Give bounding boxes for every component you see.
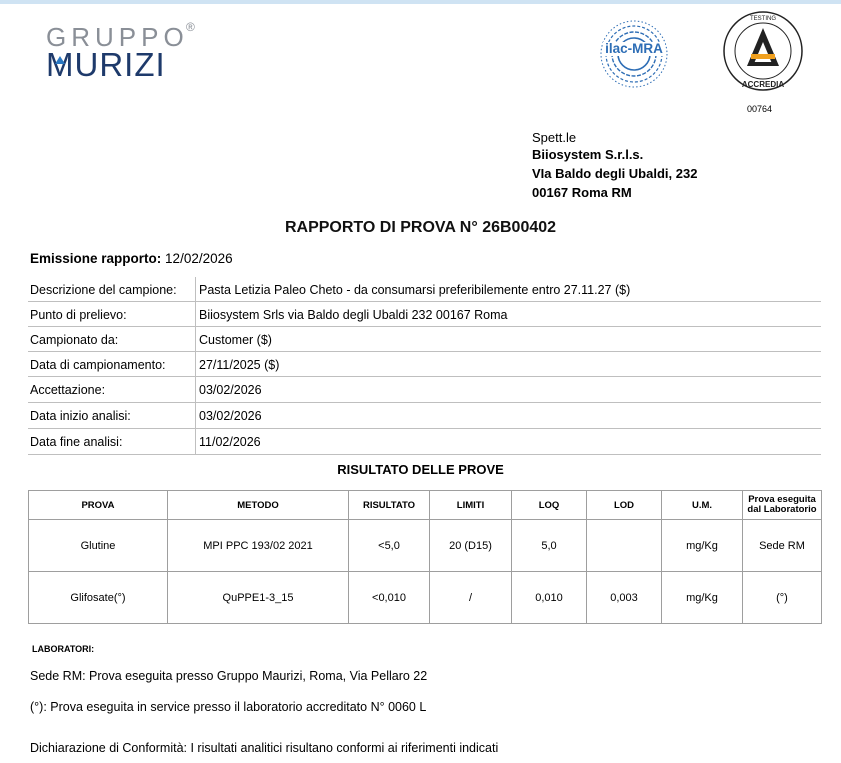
col-header-metodo: METODO (168, 491, 349, 520)
col-header-risultato: RISULTATO (349, 491, 430, 520)
col-header-limiti: LIMITI (430, 491, 512, 520)
col-header-um: U.M. (662, 491, 743, 520)
sample-info-table (28, 277, 821, 455)
info-row (28, 429, 821, 455)
info-row (28, 352, 821, 377)
info-value: 03/02/2026 (199, 383, 262, 397)
table-row (29, 572, 822, 624)
top-accent-bar (0, 0, 841, 4)
accredia-bottom-text: ACCREDIA (741, 80, 785, 89)
table-row (29, 520, 822, 572)
info-value: Pasta Letizia Paleo Cheto - da consumarsi preferibilemente entro 27.11.27 ($) (199, 283, 631, 297)
info-label: Descrizione del campione: (30, 283, 177, 297)
cell-limiti: / (430, 572, 512, 624)
results-header-row (29, 491, 822, 520)
cell-laboratorio: (°) (743, 572, 822, 624)
addressee-name: Biiosystem S.r.l.s. (532, 147, 644, 162)
logo-bottom-text (46, 46, 166, 84)
info-row (28, 377, 821, 403)
col-header-laboratorio: Prova eseguita dal Laboratorio (743, 491, 822, 520)
cell-prova: Glutine (29, 520, 168, 572)
info-label: Accettazione: (30, 383, 106, 397)
cell-risultato: <5,0 (349, 520, 430, 572)
cell-lod: 0,003 (587, 572, 662, 624)
info-label: Data di campionamento: (30, 358, 166, 372)
accredia-top-text: TESTING (749, 16, 777, 22)
cell-prova: Glifosate(°) (29, 572, 168, 624)
laboratories-title: LABORATORI: (32, 644, 95, 654)
logo-rest-letters: URIZI (74, 46, 166, 83)
info-label: Data inizio analisi: (30, 409, 131, 423)
accredia-code: 00764 (747, 104, 773, 114)
report-title: RAPPORTO DI PROVA N° 26B00402 (284, 219, 557, 236)
info-value: Biiosystem Srls via Baldo degli Ubaldi 232 00167 Roma (199, 308, 508, 322)
emission-line (30, 251, 233, 266)
note-sede-rm: Sede RM: Prova eseguita presso Gruppo Maurizi, Roma, Via Pellaro 22 (30, 669, 428, 683)
conformity-declaration: Dichiarazione di Conformità: I risultati analitici risultano conformi ai riferimenti indicati (30, 741, 499, 755)
emission-date: 12/02/2026 (165, 251, 233, 266)
addressee-block (532, 131, 697, 202)
addressee-salutation: Spett.le (532, 130, 577, 145)
logo-registered-mark: ® (186, 20, 195, 34)
info-label: Campionato da: (30, 333, 119, 347)
cell-risultato: <0,010 (349, 572, 430, 624)
info-value: Customer ($) (199, 333, 272, 347)
cell-limiti: 20 (D15) (430, 520, 512, 572)
info-row (28, 403, 821, 429)
results-title: RISULTATO DELLE PROVE (337, 462, 504, 477)
info-row (28, 327, 821, 352)
cell-lod (587, 520, 662, 572)
col-header-lod: LOD (587, 491, 662, 520)
info-label: Data fine analisi: (30, 435, 123, 449)
info-row (28, 277, 821, 302)
logo-top-text: GRUPPO (46, 22, 189, 52)
cell-loq: 0,010 (512, 572, 587, 624)
cell-metodo: MPI PPC 193/02 2021 (168, 520, 349, 572)
cell-loq: 5,0 (512, 520, 587, 572)
ilac-text: ilac-MRA (605, 41, 663, 56)
gruppo-maurizi-logo (46, 22, 206, 82)
addressee-street: VIa Baldo degli Ubaldi, 232 (532, 166, 698, 181)
logo-m-letter: M (46, 46, 75, 83)
col-header-loq: LOQ (512, 491, 587, 520)
cell-um: mg/Kg (662, 572, 743, 624)
ilac-mra-logo (598, 12, 670, 94)
addressee-city: 00167 Roma RM (532, 185, 632, 200)
cell-metodo: QuPPE1-3_15 (168, 572, 349, 624)
info-label: Punto di prelievo: (30, 308, 127, 322)
info-value: 27/11/2025 ($) (199, 358, 280, 372)
note-service-lab: (°): Prova eseguita in service presso il laboratorio accreditato N° 0060 L (30, 700, 427, 714)
accredia-logo (722, 10, 804, 92)
info-row (28, 302, 821, 327)
cell-laboratorio: Sede RM (743, 520, 822, 572)
col-header-prova: PROVA (29, 491, 168, 520)
results-table (28, 490, 822, 624)
info-value: 03/02/2026 (199, 409, 262, 423)
info-value: 11/02/2026 (199, 435, 261, 449)
cell-um: mg/Kg (662, 520, 743, 572)
emission-label: Emissione rapporto: (30, 251, 162, 266)
